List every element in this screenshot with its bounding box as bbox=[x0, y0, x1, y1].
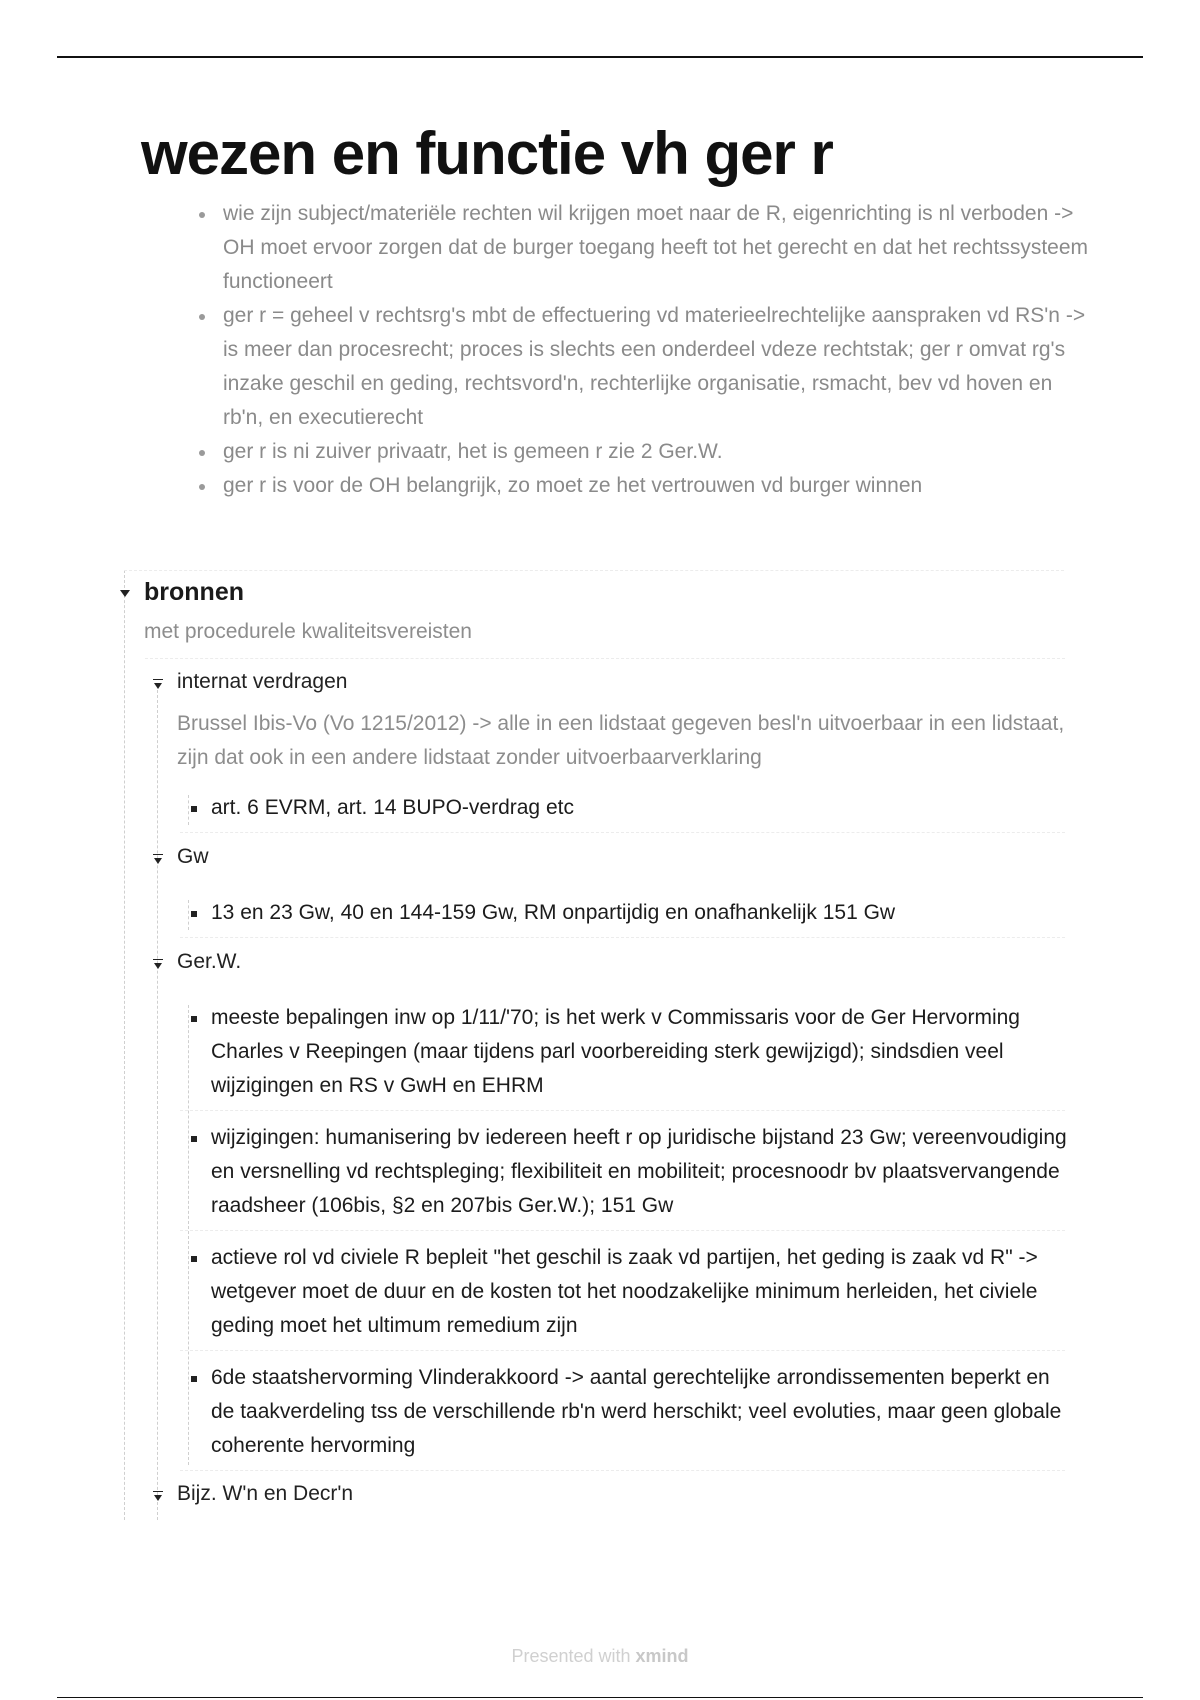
list-item: ger r is ni zuiver privaatr, het is gemeen r zie 2 Ger.W. bbox=[196, 435, 1096, 469]
list-item: 13 en 23 Gw, 40 en 144-159 Gw, RM onpartijdig en onafhankelijk 151 Gw bbox=[211, 901, 896, 924]
toggle-bar bbox=[153, 854, 163, 855]
collapse-toggle-icon[interactable] bbox=[154, 683, 162, 689]
outline-guide-line bbox=[157, 690, 158, 1520]
bullet-square-icon bbox=[191, 1136, 197, 1142]
bullet-square-icon bbox=[191, 1256, 197, 1262]
collapse-toggle-icon[interactable] bbox=[120, 590, 130, 597]
divider bbox=[180, 1350, 1065, 1351]
top-rule bbox=[57, 56, 1143, 58]
bullet-square-icon bbox=[191, 806, 197, 812]
toggle-bar bbox=[153, 1491, 163, 1492]
list-item: actieve rol vd civiele R bepleit "het geschil is zaak vd partijen, het geding is zaak vd R" -> wetgever moet de duur en de kosten tot het noodzakelijke minimum herleiden, het civiele geding moet het ultimum remedium zijn bbox=[211, 1246, 1038, 1337]
brand-logo: xmind bbox=[635, 1646, 689, 1666]
collapse-toggle-icon[interactable] bbox=[154, 858, 162, 864]
divider bbox=[145, 658, 1065, 659]
subheading-ger-w: Ger.W. bbox=[177, 950, 242, 973]
outline-guide-line bbox=[188, 795, 189, 825]
divider bbox=[180, 1110, 1065, 1111]
list-item: 6de staatshervorming Vlinderakkoord -> aantal gerechtelijke arrondissementen beperkt en de taakverdeling tss de verschillende rb'n werd herschikt; veel evoluties, maar geen globale coherente hervorming bbox=[211, 1366, 1062, 1457]
outline-guide-line bbox=[188, 900, 189, 930]
subheading-bijz-wn-decrn: Bijz. W'n en Decr'n bbox=[177, 1482, 354, 1505]
bullet-dot-icon bbox=[199, 484, 205, 490]
toggle-bar bbox=[153, 679, 163, 680]
list-item: ger r = geheel v rechtsrg's mbt de effectuering vd materieelrechtelijke aanspraken vd RS'n -> is meer dan procesrecht; proces is slechts een onderdeel vdeze rechtstak; ger r omvat rg's inzake geschil en geding, rechtsvord'n, rechterlijke organisatie, rsmacht, bev vd hoven en rb'n, en executierecht bbox=[196, 299, 1096, 435]
intro-bullet-list bbox=[196, 197, 1096, 503]
bullet-dot-icon bbox=[199, 212, 205, 218]
bullet-square-icon bbox=[191, 1016, 197, 1022]
footer-credit: Presented with xmind bbox=[511, 1646, 689, 1666]
collapse-toggle-icon[interactable] bbox=[154, 1495, 162, 1501]
collapse-toggle-icon[interactable] bbox=[154, 963, 162, 969]
list-item: art. 6 EVRM, art. 14 BUPO-verdrag etc bbox=[211, 796, 574, 819]
bullet-square-icon bbox=[191, 911, 197, 917]
subheading-gw: Gw bbox=[177, 845, 209, 868]
bullet-square-icon bbox=[191, 1376, 197, 1382]
subheading-note: Brussel Ibis-Vo (Vo 1215/2012) -> alle in een lidstaat gegeven besl'n uitvoerbaar in een lidstaat, zijn dat ook in een andere lidstaat zonder uitvoerbaarverklaring bbox=[177, 712, 1065, 769]
list-item: meeste bepalingen inw op 1/11/'70; is het werk v Commissaris voor de Ger Hervorming Charles v Reepingen (maar tijdens parl voorbereiding sterk gewijzigd); sindsdien veel wijzigingen en RS v GwH en EHRM bbox=[211, 1006, 1020, 1097]
divider bbox=[180, 1470, 1065, 1471]
bottom-rule bbox=[57, 1697, 1143, 1698]
bullet-dot-icon bbox=[199, 314, 205, 320]
list-item: wie zijn subject/materiële rechten wil krijgen moet naar de R, eigenrichting is nl verboden -> OH moet ervoor zorgen dat de burger toegang heeft tot het gerecht en dat het rechtssysteem functioneert bbox=[196, 197, 1096, 299]
subheading-internat-verdragen: internat verdragen bbox=[177, 670, 348, 693]
list-item: ger r is voor de OH belangrijk, zo moet ze het vertrouwen vd burger winnen bbox=[196, 469, 1096, 503]
page-title: wezen en functie vh ger r bbox=[141, 120, 833, 187]
list-item: wijzigingen: humanisering bv iedereen heeft r op juridische bijstand 23 Gw; vereenvoudiging en versnelling vd rechtspleging; flexibiliteit en mobiliteit; procesnoodr bv plaatsvervangende raadsheer (106bis, §2 en 207bis Ger.W.); 151 Gw bbox=[211, 1126, 1067, 1217]
divider bbox=[180, 832, 1065, 833]
toggle-bar bbox=[153, 959, 163, 960]
outline-guide-line bbox=[124, 570, 125, 1520]
section-note: met procedurele kwaliteitsvereisten bbox=[144, 620, 472, 643]
outline-guide-line bbox=[188, 1005, 189, 1465]
divider bbox=[180, 1230, 1065, 1231]
section-heading-bronnen: bronnen bbox=[144, 578, 244, 606]
bullet-dot-icon bbox=[199, 450, 205, 456]
divider bbox=[180, 937, 1065, 938]
divider bbox=[124, 570, 1064, 571]
